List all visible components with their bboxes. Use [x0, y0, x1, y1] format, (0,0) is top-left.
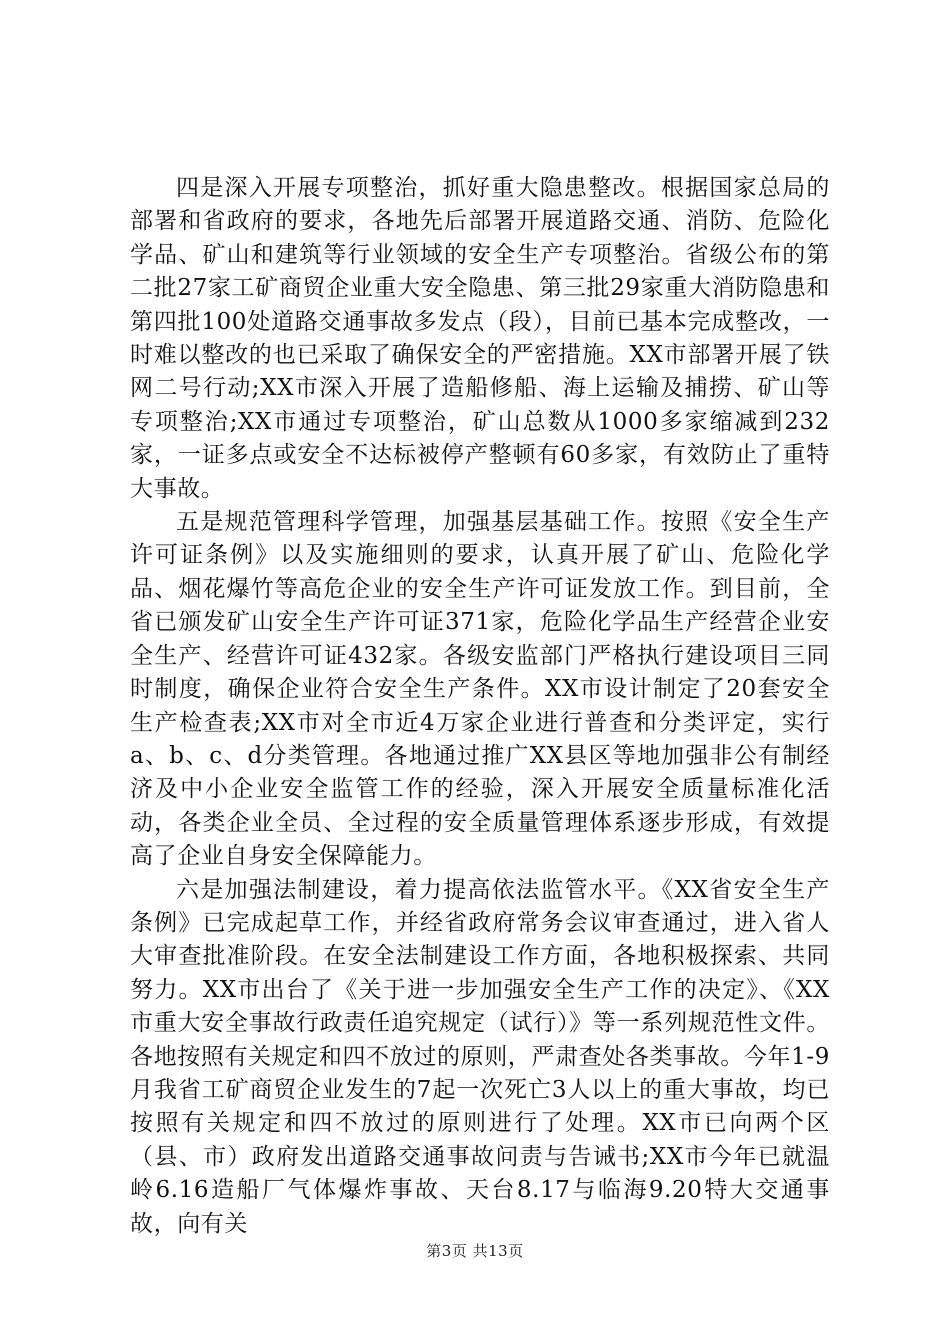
paragraph-5-standardized-management: 五是规范管理科学管理，加强基层基础工作。按照《安全生产许可证条例》以及实施细则的要求，认真开展了矿山、危险化学品、烟花爆竹等高危企业的安全生产许可证发放工作。到目前，全省已颁发矿山安全生产许可证371家，危险化学品生产经营企业安全生产、经营许可证432家。各级安监部门严格执行建设项目三同时制度，确保企业符合安全生产条件。XX市设计制定了20套安全生产检查表;XX市对全市近4万家企业进行普查和分类评定，实行a、b、c、d分类管理。各地通过推广XX县区等地加强非公有制经济及中小企业安全监管工作的经验，深入开展安全质量标准化活动，各类企业全员、全过程的安全质量管理体系逐步形成，有效提高了企业自身安全保障能力。: [130, 509, 830, 870]
page-number-footer: 第3页 共13页: [426, 1242, 524, 1260]
paragraph-6-legal-construction: 六是加强法制建设，着力提高依法监管水平。《XX省安全生产条例》已完成起草工作，并经省政府常务会议审查通过，进入省人大审查批准阶段。在安全法制建设工作方面，各地积极探索、共同努力。XX市出台了《关于进一步加强安全生产工作的决定》、《XX市重大安全事故行政责任追究规定（试行）》等一系列规范性文件。各地按照有关规定和四不放过的原则，严肃查处各类事故。今年1-9月我省工矿商贸企业发生的7起一次死亡3人以上的重大事故，均已按照有关规定和四不放过的原则进行了处理。XX市已向两个区（县、市）政府发出道路交通事故问责与告诫书;XX市今年已就温岭6.16造船厂气体爆炸事故、天台8.17与临海9.20特大交通事故，向有关: [130, 876, 830, 1237]
document-body: [130, 172, 830, 1241]
paragraph-4-special-rectification: 四是深入开展专项整治，抓好重大隐患整改。根据国家总局的部署和省政府的要求，各地先后部署开展道路交通、消防、危险化学品、矿山和建筑等行业领域的安全生产专项整治。省级公布的第二批27家工矿商贸企业重大安全隐患、第三批29家重大消防隐患和第四批100处道路交通事故多发点（段），目前已基本完成整改，一时难以整改的也已采取了确保安全的严密措施。XX市部署开展了铁网二号行动;XX市深入开展了造船修船、海上运输及捕捞、矿山等专项整治;XX市通过专项整治，矿山总数从1000多家缩减到232家，一证多点或安全不达标被停产整顿有60多家，有效防止了重特大事故。: [130, 175, 830, 502]
